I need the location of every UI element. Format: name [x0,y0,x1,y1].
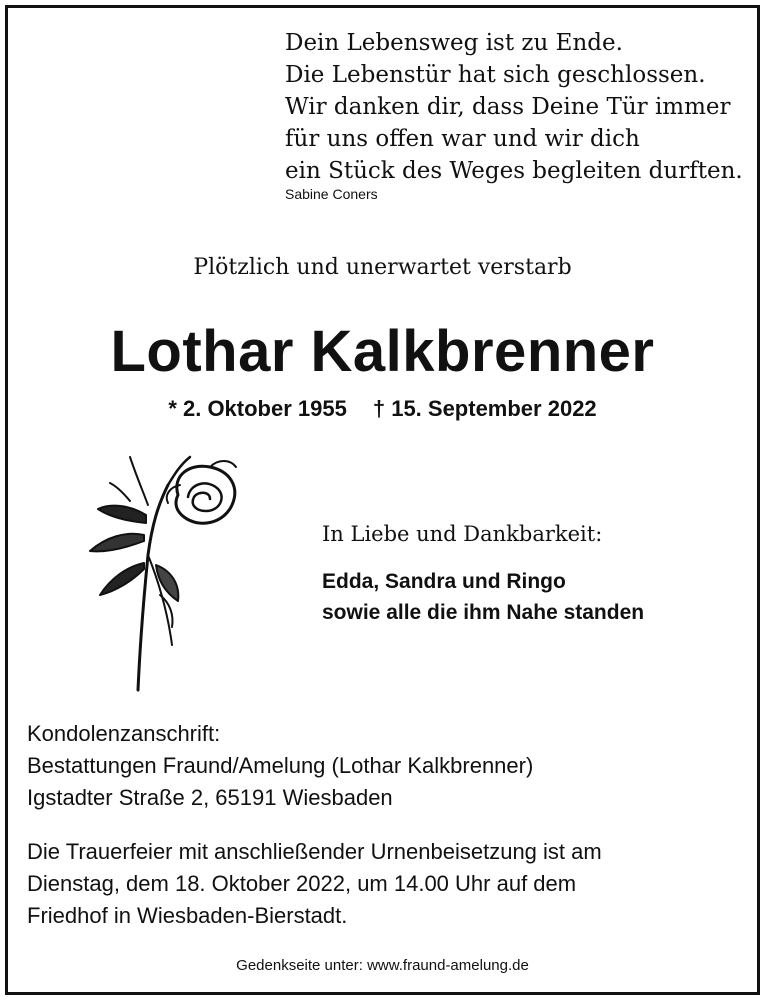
address-line: Bestattungen Fraund/Amelung (Lothar Kalkbrenner) [27,753,534,778]
service-line: Friedhof in Wiesbaden-Bierstadt. [27,903,348,928]
mourner-line: sowie alle die ihm Nahe standen [322,601,645,624]
memorial-link: Gedenkseite unter: www.fraund-amelung.de [236,957,529,974]
poem-line: für uns offen war und wir dich [285,126,640,152]
poem-line: Wir danken dir, dass Deine Tür immer [285,94,731,120]
poem-line: Die Lebenstür hat sich geschlossen. [285,62,706,88]
rose-icon [60,445,260,695]
service-info [27,836,602,932]
service-line: Die Trauerfeier mit anschließender Urnenbeisetzung ist am [27,839,602,864]
birth-date: * 2. Oktober 1955 [168,396,347,421]
life-dates [0,396,765,422]
service-line: Dienstag, dem 18. Oktober 2022, um 14.00 Uhr auf dem [27,871,577,896]
mourners-intro: In Liebe und Dankbarkeit: [322,522,603,546]
poem-author: Sabine Coners [285,186,378,202]
mourner-line: Edda, Sandra und Ringo [322,570,566,593]
deceased-name: Lothar Kalkbrenner [110,319,655,384]
death-date: † 15. September 2022 [372,396,597,421]
mourners-list [322,566,644,628]
poem [285,27,743,187]
poem-line: ein Stück des Weges begleiten durften. [285,158,743,184]
condolence-address [27,718,533,814]
poem-line: Dein Lebensweg ist zu Ende. [285,30,623,56]
address-line: Igstadter Straße 2, 65191 Wiesbaden [27,785,393,810]
intro-text: Plötzlich und unerwartet verstarb [193,255,572,280]
address-line: Kondolenzanschrift: [27,721,221,746]
